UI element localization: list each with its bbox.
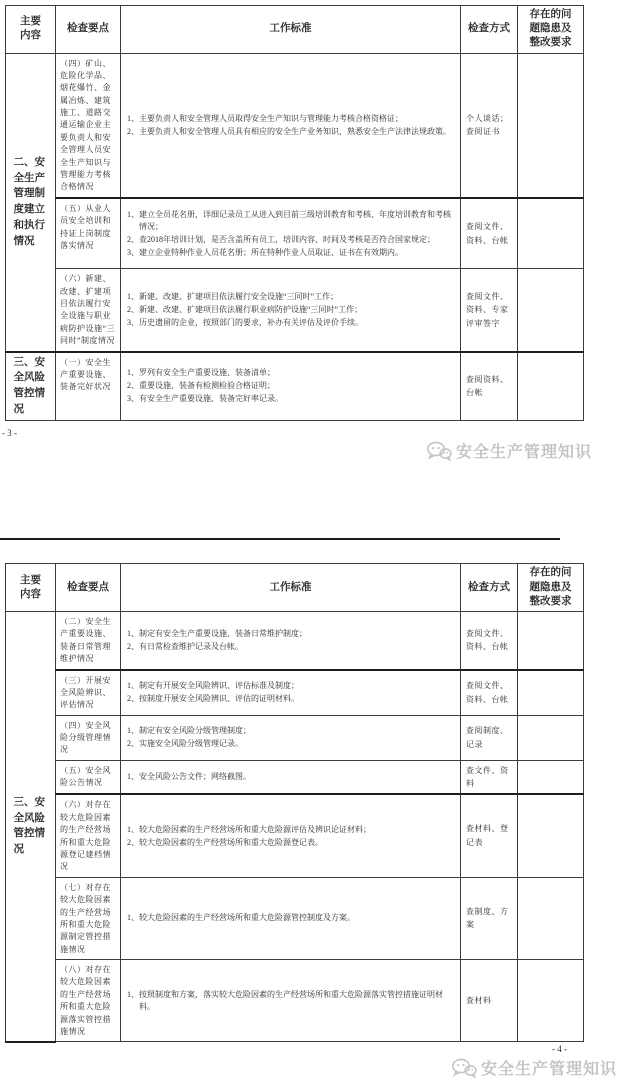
watermark <box>0 1058 625 1081</box>
wechat-icon <box>426 441 452 461</box>
table-row <box>6 269 584 352</box>
standard-item: 3、历史遗留的企业，按照部门的要求，补办有关评估及评价手续。 <box>127 317 363 327</box>
standard-item: 3、建立企业特种作业人员花名册；所在特种作业人员取证、证书在有效期内。 <box>127 247 403 257</box>
check-point-cell: （一）安全生产重要设施、装备完好状况 <box>56 352 121 421</box>
header-work-standard: 工作标准 <box>121 6 461 54</box>
header-check-point: 检查要点 <box>56 6 121 54</box>
table-row <box>6 53 584 198</box>
header-check-point: 检查要点 <box>56 564 121 612</box>
standard-item: 1、制定有安全风险分级管理制度； <box>127 726 251 736</box>
work-standard-cell <box>121 352 461 421</box>
standard-item: 1、主要负责人和安全管理人员取得安全生产知识与管理能力考核合格资格证； <box>127 113 403 123</box>
work-standard-cell <box>121 53 461 198</box>
check-point-cell: （五）从业人员安全培训和持证上岗制度落实情况 <box>56 198 121 269</box>
check-point-cell: （六）对存在较大危险因素的生产经营场所和重大危险源登记建档情况 <box>56 794 121 877</box>
standard-item: 1、罗列有安全生产重要设施、装备清单； <box>127 368 275 378</box>
standard-item: 1、较大危险因素的生产经营场所和重大危险源管控制度及方案。 <box>127 913 355 923</box>
check-point-cell: （二）安全生产重要设施、装备日常管理维护情况 <box>56 611 121 669</box>
wechat-icon <box>451 1058 477 1078</box>
header-main-content: 主要内容 <box>6 6 56 54</box>
work-standard-cell <box>121 794 461 877</box>
standard-item: 2、实施安全风险分级管理记录。 <box>127 739 243 749</box>
check-method-cell: 查制度、方案 <box>461 877 518 959</box>
standard-item: 2、新建、改建、扩建项目依法履行职业病防护设施“三同时”工作； <box>127 304 363 314</box>
issues-cell <box>518 611 584 669</box>
work-standard-cell <box>121 760 461 794</box>
check-point-cell: （四）安全风险分级管理情况 <box>56 715 121 760</box>
issues-cell <box>518 794 584 877</box>
header-work-standard: 工作标准 <box>121 564 461 612</box>
standard-item: 1、新建、改建、扩建项目依法履行安全设施“三同时”工作； <box>127 291 339 301</box>
main-content-cell: 三、安全风险管控情况 <box>6 352 56 421</box>
table-header-row <box>6 564 584 612</box>
table-row <box>6 794 584 877</box>
page-divider <box>0 538 560 540</box>
standard-item: 2、查2018年培训计划，是否含盖所有员工，培训内容、时间及考核是否符合国家规定； <box>127 234 435 244</box>
inspection-table-page-4 <box>5 563 584 1042</box>
standard-item: 1、建立全员花名册，详细记录员工从进入到目前三级培训教育和考核、年度培训教育和考核情况； <box>127 209 451 231</box>
check-point-cell: （三）开展安全风险辨识、评估情况 <box>56 670 121 716</box>
check-method-cell: 查阅资料、台帐 <box>461 352 518 421</box>
main-content-cell: 三、安全风险管控情况 <box>6 611 56 1041</box>
table-row <box>6 960 584 1042</box>
work-standard-cell <box>121 269 461 352</box>
check-method-cell: 查阅文件、资料、专家评审签字 <box>461 269 518 352</box>
work-standard-cell <box>121 198 461 269</box>
check-point-cell: （六）新建、改建、扩建项目依法履行安全设施与职业病防护设施“三同时”制度情况 <box>56 269 121 352</box>
check-method-cell: 查阅文件、资料、台帐 <box>461 611 518 669</box>
issues-cell <box>518 352 584 421</box>
main-content-cell: 二、安全生产管理制度建立和执行情况 <box>6 53 56 352</box>
issues-cell <box>518 670 584 716</box>
issues-cell <box>518 877 584 959</box>
check-method-cell: 查材料 <box>461 960 518 1042</box>
header-issues: 存在的问题隐患及整改要求 <box>518 564 584 612</box>
check-point-cell: （七）对存在较大危险因素的生产经营场所和重大危险源制定管控措施情况 <box>56 877 121 959</box>
standard-item: 1、制定有安全生产重要设施、装备日常维护制度； <box>127 628 307 638</box>
check-method-cell: 查阅文件、资料、台帐 <box>461 198 518 269</box>
standard-item: 1、较大危险因素的生产经营场所和重大危险源评估及辨识论证材料； <box>127 824 371 834</box>
page-number: - 3 - <box>2 427 17 438</box>
issues-cell <box>518 960 584 1042</box>
check-method-cell: 个人谈话；查阅证书 <box>461 53 518 198</box>
watermark <box>0 441 625 464</box>
standard-item: 2、重要设施、装备有检测检验合格证明； <box>127 381 275 391</box>
standard-item: 1、按照制度和方案，落实较大危险因素的生产经营场所和重大危险源落实管控措施证明材料。 <box>127 989 443 1011</box>
standard-item: 2、主要负责人和安全管理人员具有相应的安全生产业务知识，熟悉安全生产法律法规政策。 <box>127 126 451 136</box>
check-method-cell: 查阅制度、记录 <box>461 715 518 760</box>
page-3 <box>0 0 625 540</box>
table-row <box>6 611 584 669</box>
header-main-content: 主要内容 <box>6 564 56 612</box>
work-standard-cell <box>121 611 461 669</box>
standard-item: 3、有安全生产重要设施、装备完好率记录。 <box>127 394 283 404</box>
check-point-cell: （五）安全风险公告情况 <box>56 760 121 794</box>
standard-item: 2、较大危险因素的生产经营场所和重大危险源登记表。 <box>127 837 323 847</box>
check-point-cell: （八）对存在较大危险因素的生产经营场所和重大危险源落实管控措施情况 <box>56 960 121 1042</box>
page-4 <box>0 563 625 1080</box>
header-check-method: 检查方式 <box>461 6 518 54</box>
work-standard-cell <box>121 670 461 716</box>
issues-cell <box>518 53 584 198</box>
table-row <box>6 715 584 760</box>
standard-item: 2、有日常检查维护记录及台帐。 <box>127 641 243 651</box>
issues-cell <box>518 269 584 352</box>
work-standard-cell <box>121 960 461 1042</box>
check-method-cell: 查文件、资料 <box>461 760 518 794</box>
table-row <box>6 760 584 794</box>
issues-cell <box>518 198 584 269</box>
standard-item: 1、安全风险公告文件；网络截图。 <box>127 772 251 782</box>
table-row <box>6 670 584 716</box>
watermark-label: 安全生产管理知识 <box>480 1060 617 1078</box>
work-standard-cell <box>121 715 461 760</box>
table-row <box>6 877 584 959</box>
work-standard-cell <box>121 877 461 959</box>
watermark-label: 安全生产管理知识 <box>455 444 592 462</box>
check-point-cell: （四）矿山、危险化学品、烟花爆竹、金属冶炼、建筑施工、道路交通运输企业主要负责人和安全管理人员安全生产知识与管理能力考核合格情况 <box>56 53 121 198</box>
issues-cell <box>518 760 584 794</box>
standard-item: 2、按制度开展安全风险辨识、评估的证明材料。 <box>127 694 299 704</box>
table-row <box>6 198 584 269</box>
check-method-cell: 查阅文件、资料、台帐 <box>461 670 518 716</box>
page-number: - 4 - <box>552 1043 567 1054</box>
standard-item: 1、制定有开展安全风险辨识、评估标准及制度； <box>127 681 299 691</box>
check-method-cell: 查材料、登记表 <box>461 794 518 877</box>
table-header-row <box>6 6 584 54</box>
inspection-table-page-3 <box>5 5 584 421</box>
header-issues: 存在的问题隐患及整改要求 <box>518 6 584 54</box>
table-row <box>6 352 584 421</box>
issues-cell <box>518 715 584 760</box>
header-check-method: 检查方式 <box>461 564 518 612</box>
